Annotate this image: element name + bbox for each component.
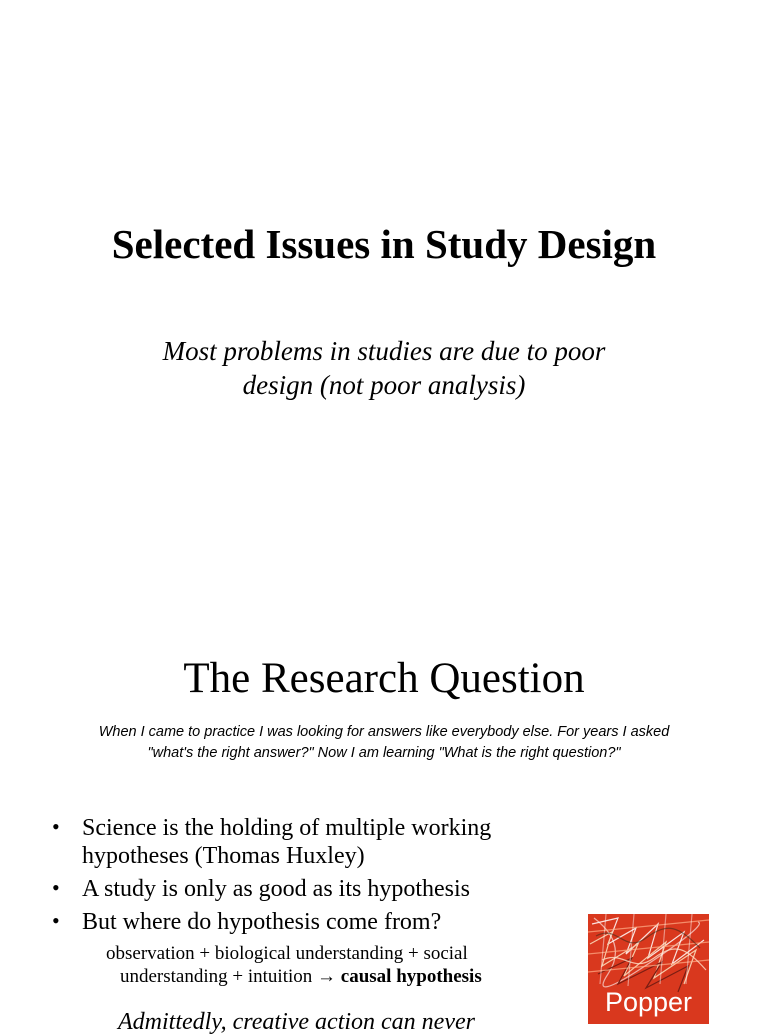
bullet-icon: • — [52, 814, 60, 839]
subtitle-line-2: design (not poor analysis) — [242, 370, 526, 400]
bullet-item — [52, 875, 552, 903]
sub-line-2-text: understanding + intuition — [120, 966, 318, 987]
quote-line-2: "what's the right answer?" Now I am learning "What is the right question?" — [147, 745, 621, 761]
slide-title: Selected Issues in Study Design — [111, 221, 657, 267]
sub-line-2 — [106, 965, 546, 988]
popper-book-cover-image — [588, 914, 709, 1024]
section-title: The Research Question — [183, 655, 585, 702]
quote — [40, 722, 728, 764]
bullet-text-continued: hypotheses (Thomas Huxley) — [82, 843, 365, 869]
bullet-text: A study is only as good as its hypothesis — [82, 876, 471, 902]
cut-off-text: Admittedly, creative action can never — [118, 1009, 475, 1035]
bullet-text: But where do hypothesis come from? — [82, 909, 442, 935]
arrow-icon: → — [317, 966, 337, 987]
bullet-item — [52, 908, 552, 936]
bullet-icon: • — [52, 875, 60, 900]
bullet-item — [52, 814, 552, 870]
sub-bullet-text — [106, 942, 546, 988]
causal-hypothesis-text: causal hypothesis — [340, 966, 482, 987]
subtitle-line-1: Most problems in studies are due to poor — [162, 336, 606, 366]
bullet-text: Science is the holding of multiple working — [82, 815, 492, 841]
book-title: Popper — [604, 987, 693, 1017]
bullet-icon: • — [52, 908, 60, 933]
slide-subtitle — [84, 334, 684, 402]
quote-line-1: When I came to practice I was looking for answers like everybody else. For years I asked — [98, 724, 670, 740]
bullet-list — [52, 814, 552, 941]
sub-line-1: observation + biological understanding + social — [106, 943, 468, 964]
